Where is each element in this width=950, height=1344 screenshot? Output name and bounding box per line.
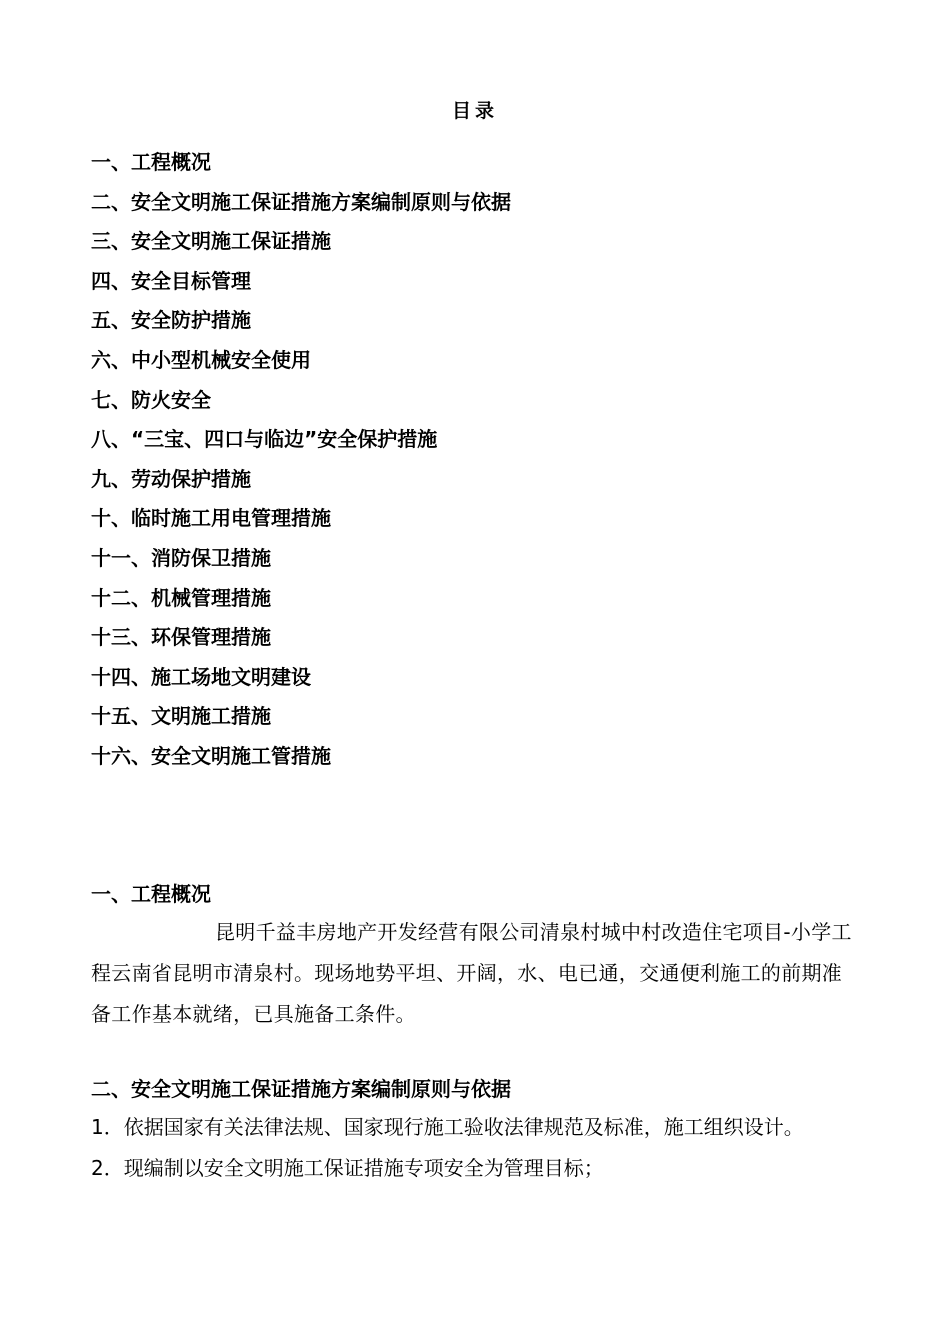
toc-item: 一、工程概况 [91, 150, 211, 174]
toc-item: 二、安全文明施工保证措施方案编制原则与依据 [91, 189, 511, 214]
toc-item: 八、“三宝、四口与临边”安全保护措施 [91, 427, 438, 452]
toc-item: 五、安全防护措施 [91, 308, 251, 333]
section-paragraph: 昆明千益丰房地产开发经营有限公司清泉村城中村改造住宅项目-小学工程云南省昆明市清泉村。现场地势平坦、开阔，水、电已通，交通便利施工的前期准备工作基本就绪，已具施备工条件。 [91, 920, 852, 1026]
toc-item: 三、安全文明施工保证措施 [91, 229, 331, 254]
toc-item: 十二、机械管理措施 [91, 585, 271, 610]
numbered-item: 2．现编制以安全文明施工保证措施专项安全为管理目标； [91, 1156, 604, 1180]
toc-item: 九、劳动保护措施 [91, 466, 251, 491]
toc-item: 六、中小型机械安全使用 [91, 347, 311, 372]
document-body [91, 876, 861, 1189]
section-heading: 一、工程概况 [91, 882, 211, 906]
section-heading: 二、安全文明施工保证措施方案编制原则与依据 [91, 1077, 511, 1101]
toc-item: 七、防火安全 [91, 387, 211, 412]
toc-title: 目录 [451, 100, 498, 122]
toc-item: 十六、安全文明施工管措施 [91, 743, 331, 768]
toc-item: 四、安全目标管理 [91, 268, 251, 293]
toc-item: 十四、施工场地文明建设 [91, 664, 311, 689]
toc-item: 十、临时施工用电管理措施 [91, 506, 331, 531]
table-of-contents [91, 144, 511, 778]
toc-item: 十三、环保管理措施 [91, 625, 271, 650]
numbered-item: 1．依据国家有关法律法规、国家现行施工验收法律规范及标准，施工组织设计。 [91, 1115, 804, 1139]
toc-item: 十一、消防保卫措施 [91, 545, 271, 570]
toc-item: 十五、文明施工措施 [91, 704, 271, 729]
